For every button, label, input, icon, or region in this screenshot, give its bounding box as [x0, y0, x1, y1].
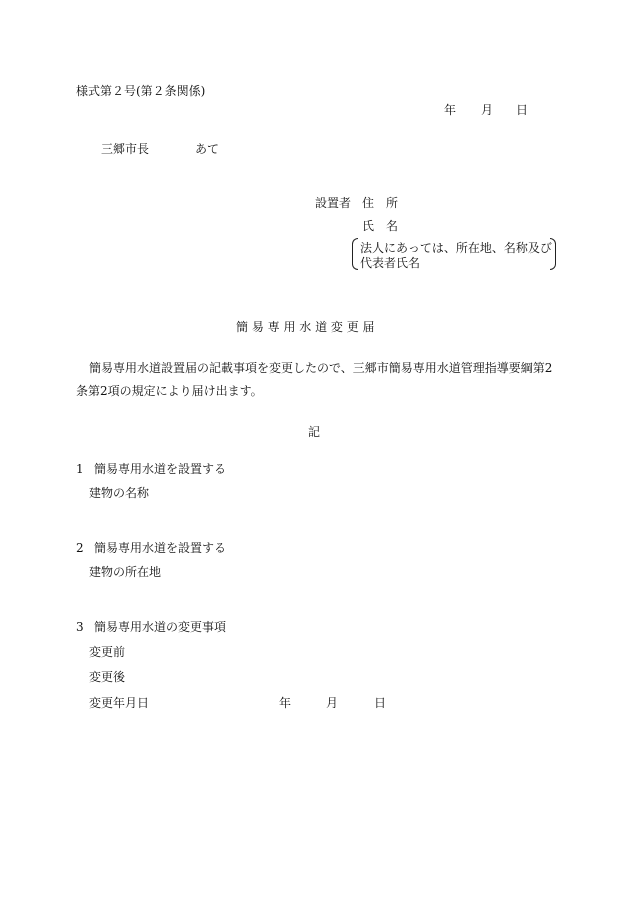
item-3-line1: 簡易専用水道の変更事項: [94, 620, 227, 634]
item-1-line2: 建物の名称: [89, 486, 150, 500]
corporate-note-line2: 代表者氏名: [360, 256, 421, 270]
change-date-day: 日: [374, 696, 387, 710]
body-text-line2: 条第2項の規定により届け出ます。: [76, 384, 263, 398]
corporate-note-line1: 法人にあっては、所在地、名称及び: [360, 241, 552, 255]
corporate-note-right-bracket: [550, 238, 556, 270]
change-date-label: 変更年月日: [89, 696, 150, 710]
applicant-role: 設置者: [315, 196, 352, 210]
ki-heading: 記: [308, 425, 321, 439]
change-date-month: 月: [326, 696, 339, 710]
item-1-line1: 簡易専用水道を設置する: [94, 462, 227, 476]
applicant-name-label: 氏 名: [362, 219, 399, 233]
item-3-number: 3: [76, 620, 84, 634]
change-before-label: 変更前: [89, 645, 126, 659]
item-2-number: 2: [76, 541, 84, 555]
date-year-label: 年: [444, 103, 457, 117]
document-title: 簡 易 専 用 水 道 変 更 届: [236, 320, 375, 334]
item-2-line2: 建物の所在地: [89, 565, 162, 579]
corporate-note-left-bracket: [352, 238, 358, 270]
change-date-year: 年: [279, 696, 292, 710]
date-month-label: 月: [481, 103, 494, 117]
form-number: 様式第２号(第２条関係): [76, 84, 206, 98]
addressee-name: 三郷市長: [101, 142, 150, 156]
applicant-address-label: 住 所: [362, 196, 399, 210]
addressee-suffix: あて: [195, 142, 220, 156]
date-day-label: 日: [516, 103, 529, 117]
item-1-number: 1: [76, 462, 84, 476]
change-after-label: 変更後: [89, 670, 126, 684]
item-2-line1: 簡易専用水道を設置する: [94, 541, 227, 555]
body-text-line1: 簡易専用水道設置届の記載事項を変更したので、三郷市簡易専用水道管理指導要綱第2: [89, 361, 553, 375]
